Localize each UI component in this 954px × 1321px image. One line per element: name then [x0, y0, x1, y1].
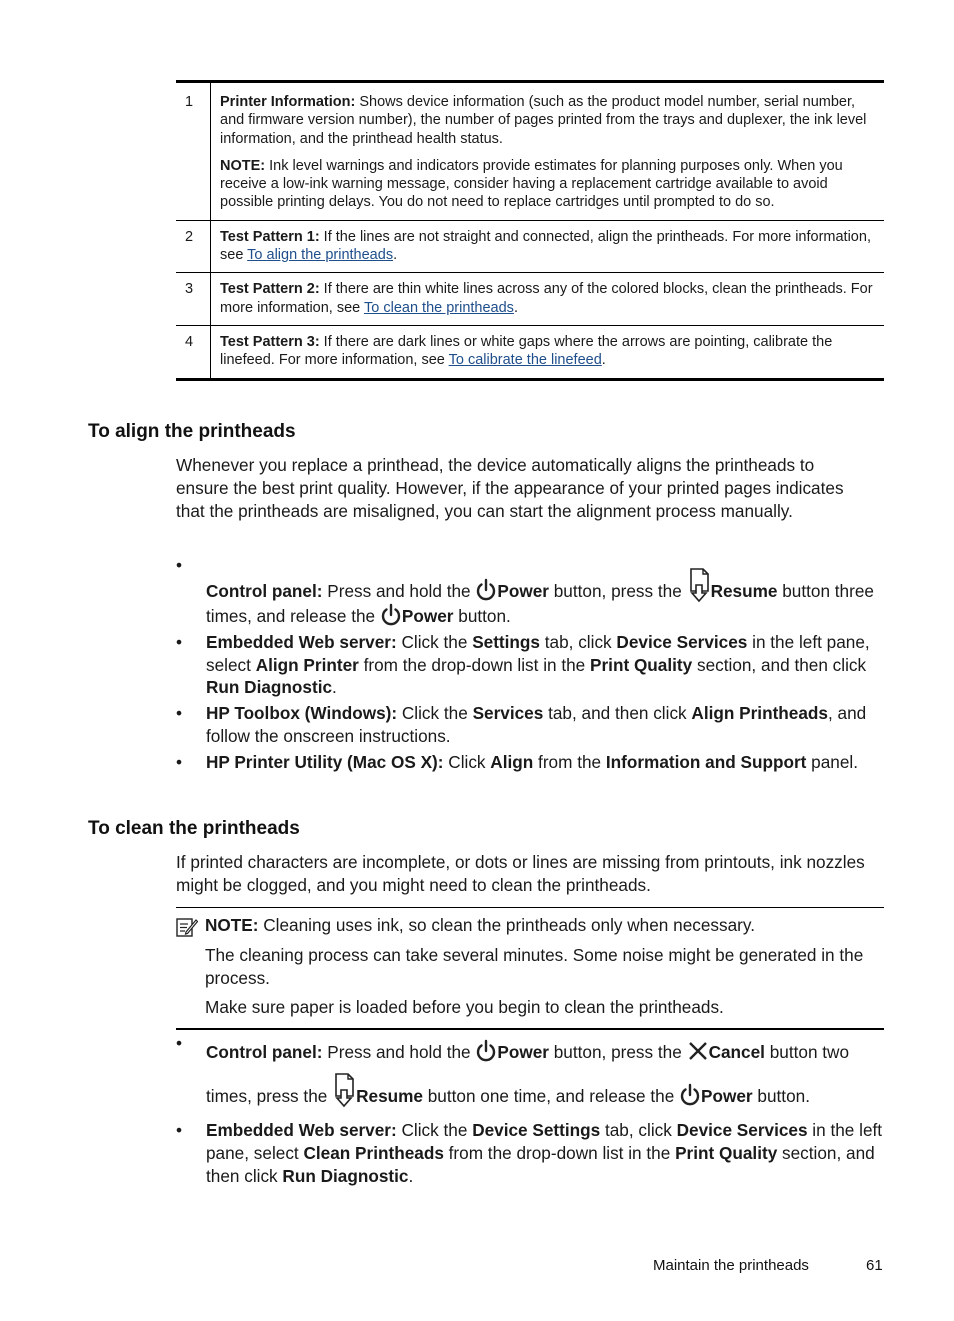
- list-item: • Embedded Web server: Click the Device Settings tab, click Device Services in the left pane, select Clean Printheads from the drop-down list in the Print Quality section, and then click Run Diagnostic.: [176, 1120, 883, 1186]
- note-label: NOTE:: [205, 915, 259, 935]
- table-row: [176, 272, 884, 325]
- clean-printheads-link[interactable]: To clean the printheads: [364, 299, 514, 316]
- power-icon: [475, 578, 497, 602]
- row-description: [211, 83, 884, 220]
- align-intro: Whenever you replace a printhead, the device automatically aligns the printheads to ensure the best print quality. However, if the appearance of your printed pages indicates that the printheads are misaligned, you can start the alignment process manually.: [176, 455, 844, 521]
- power-icon: [475, 1037, 497, 1061]
- row-description: Test Pattern 3: If there are dark lines or white gaps where the arrows are pointing, calibrate the linefeed. For more information, see To calibrate the linefeed.: [220, 333, 833, 369]
- row-text: Shows device information (such as the product model number, serial number, and firmware version number), the number of pages printed from the trays and duplexer, the ink level information, and the printhead health status.: [220, 94, 867, 147]
- page-number: 61: [866, 1257, 883, 1274]
- note-text: The cleaning process can take several minutes. Some noise might be generated in the process.: [205, 944, 864, 988]
- align-steps-list: [176, 554, 886, 774]
- table-row: [176, 325, 884, 378]
- row-description: Test Pattern 1: If the lines are not straight and connected, align the printheads. For more information, see To align the printheads.: [220, 228, 871, 264]
- row-number: 1: [176, 83, 211, 220]
- note-label: NOTE:: [220, 157, 266, 174]
- list-item: • Control panel: Press and hold the Power button, press the Cancel button two times, press the Resume button one time, and release the Power button.: [176, 1033, 850, 1106]
- row-label: Printer Information:: [220, 94, 356, 110]
- power-icon: [679, 1081, 701, 1105]
- note-icon: [176, 917, 198, 937]
- note-text: Cleaning uses ink, so clean the printheads only when necessary.: [258, 915, 755, 935]
- table-row: [176, 83, 884, 220]
- row-number: 3: [176, 273, 211, 325]
- row-text: If the lines are not straight and connected, align the printheads. For more information, see: [220, 228, 871, 264]
- row-label: Test Pattern 2:: [220, 281, 320, 298]
- clean-heading: To clean the printheads: [88, 818, 300, 839]
- footer-section-title: Maintain the printheads: [653, 1257, 809, 1274]
- cancel-icon: [687, 1037, 709, 1061]
- list-item: • HP Printer Utility (Mac OS X): Click Align from the Information and Support panel.: [176, 751, 858, 772]
- table-row: [176, 220, 884, 273]
- row-label: Test Pattern 3:: [220, 333, 320, 350]
- clean-steps-list: [176, 1032, 890, 1187]
- row-number: 4: [176, 326, 211, 378]
- row-description: Test Pattern 2: If there are thin white lines across any of the colored blocks, clean the printheads. For more information, see To clean the printheads.: [220, 281, 873, 316]
- align-printheads-link[interactable]: To align the printheads: [247, 247, 394, 264]
- resume-icon: [687, 567, 711, 603]
- resume-icon: [332, 1072, 356, 1108]
- row-text: If there are thin white lines across any of the colored blocks, clean the printheads. For more information, see: [220, 281, 873, 316]
- row-label: Test Pattern 1:: [220, 228, 320, 245]
- power-icon: [380, 603, 402, 627]
- row-text: If there are dark lines or white gaps where the arrows are pointing, calibrate the linefeed. For more information, see: [220, 333, 833, 369]
- note-text: Make sure paper is loaded before you begin to clean the printheads.: [205, 997, 724, 1018]
- row-number: 2: [176, 221, 211, 273]
- info-table: [176, 80, 884, 381]
- note-text: Ink level warnings and indicators provide estimates for planning purposes only. When you receive a low-ink warning message, consider having a replacement cartridge available to avoid possible printing delays. You do not need to replace cartridges until prompted to do so.: [220, 157, 843, 211]
- note-box: [176, 907, 884, 1030]
- align-heading: To align the printheads: [88, 421, 296, 442]
- list-item: • HP Toolbox (Windows): Click the Services tab, and then click Align Printheads, and follow the onscreen instructions.: [176, 703, 867, 746]
- list-item: • Control panel: Press and hold the Power button, press the Resume button three times, and release the Power button.: [176, 555, 874, 626]
- list-item: • Embedded Web server: Click the Settings tab, click Device Services in the left pane, select Align Printer from the drop-down list in the Print Quality section, and then click Run Diagnostic.: [176, 631, 870, 698]
- calibrate-linefeed-link[interactable]: To calibrate the linefeed: [448, 352, 602, 369]
- clean-intro: If printed characters are incomplete, or dots or lines are missing from printouts, ink nozzles might be clogged, and you might need to clean the printheads.: [176, 852, 865, 895]
